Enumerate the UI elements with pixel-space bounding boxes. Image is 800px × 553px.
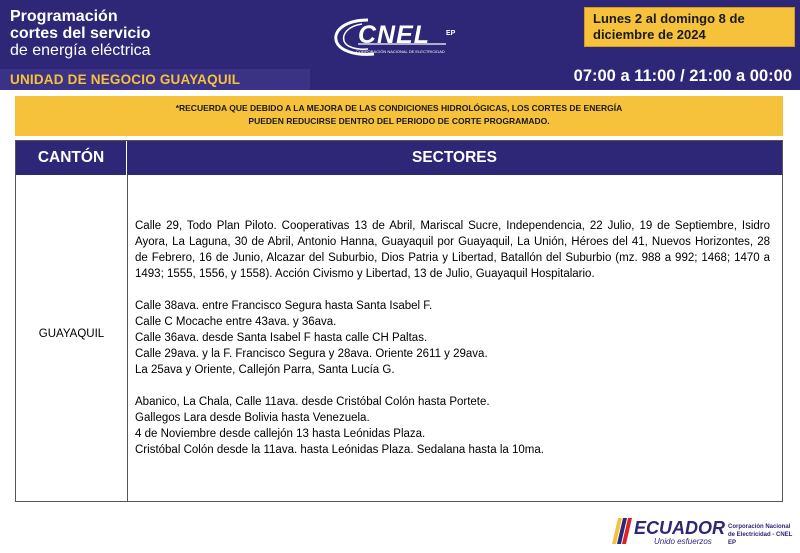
- corporation-name: [728, 523, 798, 547]
- title-line-2: cortes del servicio: [10, 25, 151, 42]
- sectors-group-2: [135, 298, 770, 378]
- ecuador-stripes-icon: [612, 518, 634, 544]
- sectors-cell: [135, 218, 770, 458]
- sector-line: 4 de Noviembre desde callejón 13 hasta Leónidas Plaza.: [135, 428, 426, 440]
- page-title: [10, 8, 151, 59]
- sector-line: Calle C Mocache entre 43ava. y 36ava.: [135, 316, 337, 328]
- sectors-group-3: [135, 394, 770, 458]
- sectors-paragraph: Calle 29, Todo Plan Piloto. Cooperativas 13 de Abril, Mariscal Sucre, Independencia, 22 Julio, 19 de Septiembre, Isidro Ayora, La Laguna, 30 de Abril, Antonio Hanna, Guayaquil por Guayaquil, La Unión, Héroes del 41, Nuevos Horizontes, 28 de Febrero, 16 de Junio, Alcazar del Suburbio, Dios Patria y Libertad, Batallón del Suburbio (mz. 988 a 992; 1468; 1470 a 1493; 1555, 1556, y 1558). Acción Civismo y Libertad, 13 de Julio, Guayaquil Hospitalario.: [135, 220, 770, 280]
- corp-line-1: Corporación Nacional: [728, 524, 791, 530]
- date-range-badge: Lunes 2 al domingo 8 de diciembre de 2024: [584, 7, 795, 47]
- sector-line: Gallegos Lara desde Bolivia hasta Venezuela.: [135, 412, 370, 424]
- notice-banner: [15, 96, 783, 136]
- logo-subtitle: CORPORACIÓN NACIONAL DE ELECTRICIDAD: [356, 49, 445, 54]
- notice-line-1: *RECUERDA QUE DEBIDO A LA MEJORA DE LAS CONDICIONES HIDROLÓGICAS, LOS CORTES DE ENERGÍA: [175, 103, 623, 113]
- business-unit-label: UNIDAD DE NEGOCIO GUAYAQUIL: [10, 72, 241, 87]
- column-header-sectors: SECTORES: [412, 149, 497, 166]
- table-header: [16, 141, 782, 175]
- ecuador-brand: ECUADOR: [634, 518, 726, 538]
- notice-line-2: PUEDEN REDUCIRSE DENTRO DEL PERIODO DE CORTE PROGRAMADO.: [248, 116, 550, 126]
- schedule-hours: 07:00 a 11:00 / 21:00 a 00:00: [573, 67, 792, 85]
- ecuador-footer-logo: [612, 516, 792, 548]
- corp-line-2: de Electricidad - CNEL EP: [728, 532, 793, 546]
- sector-line: Cristóbal Colón desde la 11ava. hasta Leónidas Plaza. Sedalana hasta la 10ma.: [135, 444, 544, 456]
- logo-text: CNEL: [358, 21, 431, 49]
- cnel-logo: [328, 14, 468, 60]
- sector-line: Calle 38ava. entre Francisco Segura hasta Santa Isabel F.: [135, 300, 433, 312]
- logo-suffix: EP: [446, 30, 456, 37]
- canton-cell: GUAYAQUIL: [38, 328, 105, 340]
- sector-line: Calle 36ava. desde Santa Isabel F hasta calle CH Paltas.: [135, 332, 428, 344]
- title-line-1: Programación: [10, 8, 118, 25]
- ecuador-slogan: Unido esfuerzos: [654, 537, 712, 546]
- column-header-canton: CANTÓN: [16, 141, 127, 175]
- sector-line: La 25ava y Oriente, Callejón Parra, Santa Lucía G.: [135, 364, 395, 376]
- sector-line: Calle 29ava. y la F. Francisco Segura y 28ava. Oriente 2611 y 29ava.: [135, 348, 488, 360]
- column-divider: [127, 175, 128, 501]
- sector-line: Abanico, La Chala, Calle 11ava. desde Cristóbal Colón hasta Portete.: [135, 396, 490, 408]
- title-line-3: de energía eléctrica: [10, 42, 151, 59]
- schedule-table: [15, 140, 783, 502]
